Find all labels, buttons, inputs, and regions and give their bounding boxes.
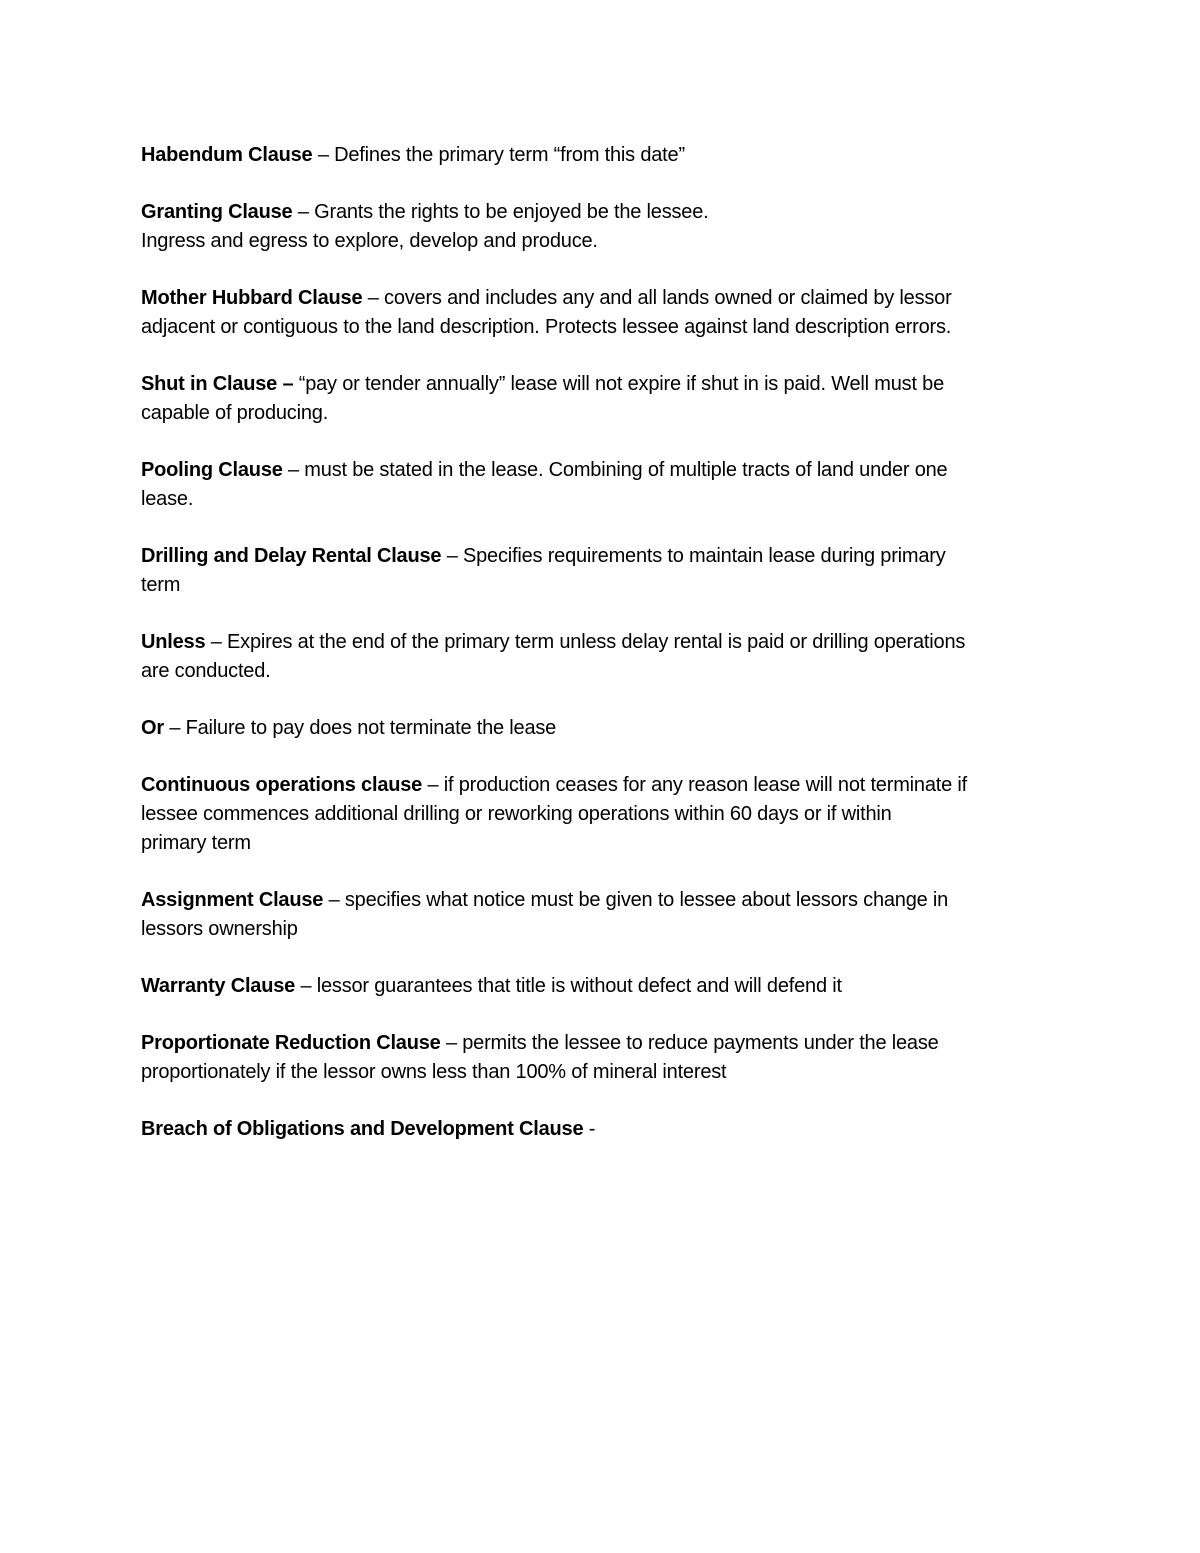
clause-term: Mother Hubbard Clause	[141, 287, 363, 309]
entry-line	[141, 284, 1061, 313]
clause-description: primary term	[141, 832, 251, 854]
clause-term: Unless	[141, 631, 206, 653]
document-body	[141, 141, 1061, 1172]
clause-entry-unless	[141, 628, 1061, 686]
clause-term: Or	[141, 717, 164, 739]
clause-description: “pay or tender annually” lease will not expire if shut in is paid. Well must be	[298, 373, 945, 395]
clause-description: – Expires at the end of the primary term unless delay rental is paid or drilling operations	[210, 631, 966, 653]
clause-entry-mother-hubbard	[141, 284, 1061, 342]
clause-description: – if production ceases for any reason lease will not terminate if	[427, 774, 967, 796]
clause-description: – specifies what notice must be given to lessee about lessors change in	[328, 889, 949, 911]
clause-description: lease.	[141, 488, 194, 510]
clause-term: Pooling Clause	[141, 459, 283, 481]
entry-line	[141, 141, 1061, 170]
clause-description: adjacent or contiguous to the land description. Protects lessee against land description errors.	[141, 316, 952, 338]
clause-description: -	[588, 1118, 596, 1140]
clause-term: Breach of Obligations and Development Clause	[141, 1118, 584, 1140]
clause-entry-habendum	[141, 141, 1061, 170]
clause-term: Drilling and Delay Rental Clause	[141, 545, 442, 567]
clause-entry-shut-in	[141, 370, 1061, 428]
clause-entry-assignment	[141, 886, 1061, 944]
clause-entry-proportionate-reduction	[141, 1029, 1061, 1087]
clause-term: Warranty Clause	[141, 975, 296, 997]
clause-description: – lessor guarantees that title is without defect and will defend it	[300, 975, 842, 997]
clause-description: capable of producing.	[141, 402, 329, 424]
clause-description: – Failure to pay does not terminate the lease	[169, 717, 557, 739]
clause-description: lessors ownership	[141, 918, 298, 940]
entry-line	[141, 714, 1061, 743]
clause-description: proportionately if the lessor owns less than 100% of mineral interest	[141, 1061, 727, 1083]
entry-line	[141, 542, 1061, 571]
entry-line	[141, 628, 1061, 657]
clause-entry-breach-of-obligations	[141, 1115, 1061, 1144]
entry-line	[141, 886, 1061, 915]
clause-entry-drilling-delay-rental	[141, 542, 1061, 600]
entry-line	[141, 370, 1061, 399]
clause-entry-continuous-operations	[141, 771, 1061, 858]
clause-description: – covers and includes any and all lands owned or claimed by lessor	[367, 287, 952, 309]
entry-line	[141, 1029, 1061, 1058]
clause-description: – Grants the rights to be enjoyed be the lessee.	[297, 201, 709, 223]
entry-line	[141, 456, 1061, 485]
clause-description: – permits the lessee to reduce payments under the lease	[445, 1032, 939, 1054]
clause-term: Granting Clause	[141, 201, 293, 223]
clause-description: are conducted.	[141, 660, 271, 682]
clause-description: – Defines the primary term “from this date”	[317, 144, 685, 166]
clause-term: Habendum Clause	[141, 144, 313, 166]
clause-description: lessee commences additional drilling or reworking operations within 60 days or if within	[141, 803, 892, 825]
entry-line	[141, 771, 1061, 800]
clause-entry-or	[141, 714, 1061, 743]
clause-description: Ingress and egress to explore, develop and produce.	[141, 230, 598, 252]
clause-term: Continuous operations clause	[141, 774, 423, 796]
clause-entry-warranty	[141, 972, 1061, 1001]
entry-line	[141, 972, 1061, 1001]
clause-description: – must be stated in the lease. Combining of multiple tracts of land under one	[288, 459, 948, 481]
clause-entry-pooling	[141, 456, 1061, 514]
entry-line	[141, 1115, 1061, 1144]
clause-entry-granting	[141, 198, 1061, 256]
clause-description: term	[141, 574, 181, 596]
clause-term: Assignment Clause	[141, 889, 324, 911]
entry-line	[141, 198, 1061, 227]
clause-term: Proportionate Reduction Clause	[141, 1032, 441, 1054]
clause-term: Shut in Clause –	[141, 373, 294, 395]
clause-description: – Specifies requirements to maintain lease during primary	[446, 545, 946, 567]
